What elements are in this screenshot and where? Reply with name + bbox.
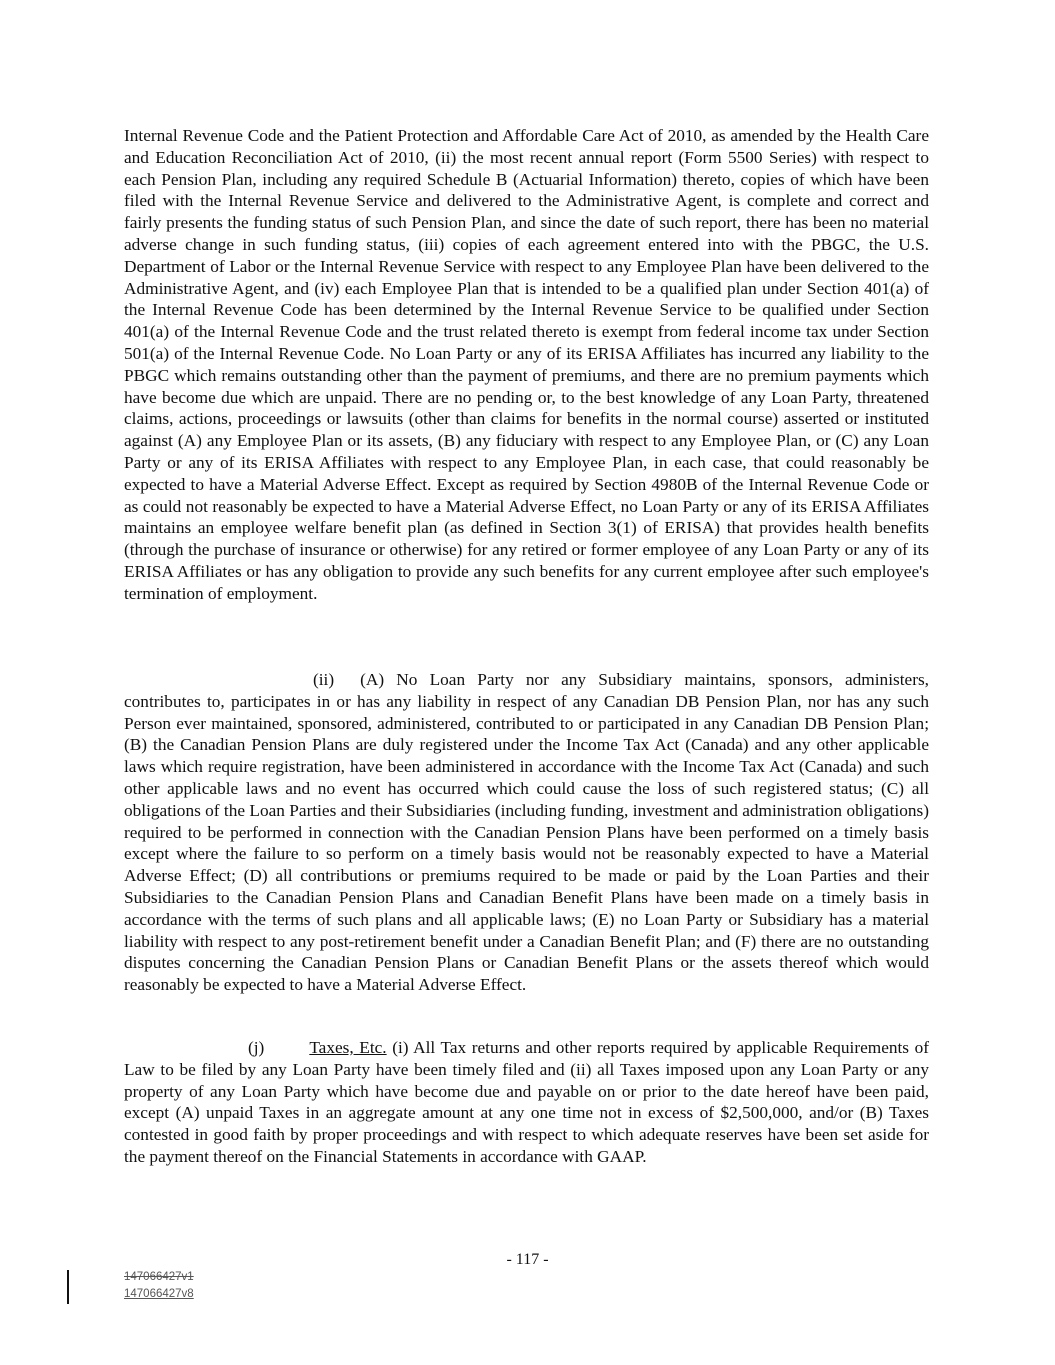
clause-text-j: (i) All Tax returns and other reports required by applicable Requirements of Law to be filed by any Loan Party have been timely filed and (ii) all Taxes imposed upon any Loan Party or any property of any Loan Party which have become due and payable on or prior to the date hereof have been paid, except (A) unpaid Taxes in an aggregate amount at any one time not in excess of $2,500,000, and/or (B) Taxes contested in good faith by proper proceedings and with respect to which adequate reserves have been set aside for the payment thereof on the Financial Statements in accordance with GAAP. (124, 1038, 930, 1166)
paragraph-taxes (124, 1037, 929, 1168)
document-id-inserted: 147066427v8 (124, 1288, 194, 1300)
clause-number-j: (j) (248, 1038, 265, 1057)
paragraph-canadian-pension-plans (124, 669, 929, 996)
document-id-deleted: 147066427v1 (124, 1271, 194, 1283)
paragraph-erisa-continued: Internal Revenue Code and the Patient Protection and Affordable Care Act of 2010, as amended by the Health Care and Education Reconciliation Act of 2010, (ii) the most recent annual report (Form 5500 Series) with respect to each Pension Plan, including any required Schedule B (Actuarial Information) thereto, copies of which have been filed with the Internal Revenue Service and delivered to the Administrative Agent, is complete and correct and fairly presents the funding status of such Pension Plan, and since the date of such report, there has been no material adverse change in such funding status, (iii) copies of each agreement entered into with the PBGC, the U.S. Department of Labor or the Internal Revenue Service with respect to any Employee Plan have been delivered to the Administrative Agent, and (iv) each Employee Plan that is intended to be a qualified plan under Section 401(a) of the Internal Revenue Code has been determined by the Internal Revenue Service to be qualified under Section 401(a) of the Internal Revenue Code and the trust related thereto is exempt from federal income tax under Section 501(a) of the Internal Revenue Code. No Loan Party or any of its ERISA Affiliates has incurred any liability to the PBGC which remains outstanding other than the payment of premiums, and there are no premium payments which have become due which are unpaid. There are no pending or, to the best knowledge of any Loan Party, threatened claims, actions, proceedings or lawsuits (other than claims for benefits in the normal course) asserted or instituted against (A) any Employee Plan or its assets, (B) any fiduciary with respect to any Employee Plan, or (C) any Loan Party or any of its ERISA Affiliates with respect to any Employee Plan, in each case, that could reasonably be expected to have a Material Adverse Effect. Except as required by Section 4980B of the Internal Revenue Code or as could not reasonably be expected to have a Material Adverse Effect, no Loan Party or any of its ERISA Affiliates maintains an employee welfare benefit plan (as defined in Section 3(1) of ERISA) that provides health benefits (through the purchase of insurance or otherwise) for any retired or former employee of any Loan Party or any of its ERISA Affiliates or has any obligation to provide any such benefits for any current employee after such employee's termination of employment. (124, 126, 929, 603)
section-heading-taxes: Taxes, Etc. (309, 1038, 387, 1057)
page-number: - 117 - (506, 1251, 549, 1268)
revision-change-bar (67, 1270, 69, 1304)
clause-text-ii: (A) No Loan Party nor any Subsidiary maintains, sponsors, administers, contributes to, participates in or has any liability in respect of any Canadian DB Pension Plan, nor has any such Person ever maintained, sponsored, administered, contributed to or participated in any Canadian DB Pension Plan; (B) the Canadian Pension Plans are duly registered under the Income Tax Act (Canada) and any other applicable laws which require registration, have been administered in accordance with the Income Tax Act (Canada) and such other applicable laws and no event has occurred which could cause the loss of such registered status; (C) all obligations of the Loan Parties and their Subsidiaries (including funding, investment and administration obligations) required to be performed in connection with the Canadian Pension Plans have been performed on a timely basis except where the failure to so perform on a timely basis would not be reasonably expected to have a Material Adverse Effect; (D) all contributions or premiums required to be made or paid by the Loan Parties and their Subsidiaries to the Canadian Pension Plans and Canadian Benefit Plans have been made on a timely basis in accordance with the terms of such plans and all applicable laws; (E) no Loan Party or Subsidiary has a material liability with respect to any post-retirement benefit under a Canadian Benefit Plan; and (F) there are no outstanding disputes concerning the Canadian Pension Plans or Canadian Benefit Plans or the assets thereof which would reasonably be expected to have a Material Adverse Effect. (124, 670, 929, 995)
clause-number-ii: (ii) (313, 670, 335, 689)
